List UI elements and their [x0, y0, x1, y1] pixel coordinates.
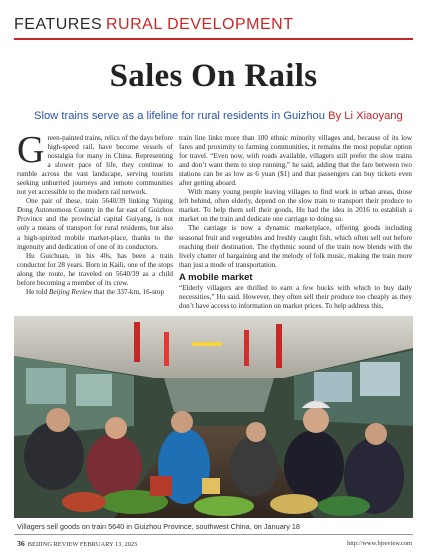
train-market-photo — [14, 316, 413, 518]
paragraph-4: He told Beijing Review that the 337-km, 16-stop — [26, 287, 165, 296]
paragraph-2: One pair of these, train 5640/39 linking Yuping Dong Autonomous County in the far east of Guizhou Province and the provincial capital Guiyang, is not only a means of transport for rural residents, but also a high-spirited mobile market-place, thanks to the ingenuity and dedication of one of its conductors. — [17, 197, 173, 251]
article-column-right — [179, 134, 412, 311]
paragraph-3: Hu Guichuan, in his 40s, has been a train conductor for 28 years. Born in Kaili, one of the stops along the route, he traveled on 5640/39 as a child before becoming a member of its crew. — [17, 251, 173, 287]
article-title: Sales On Rails — [109, 58, 318, 94]
section-label: RURAL DEVELOPMENT — [106, 16, 294, 33]
article-subtitle: Slow trains serve as a lifeline for rural residents in Guizhou — [34, 110, 326, 122]
section-subhead: A mobile market — [179, 271, 253, 283]
photo-caption: Villagers sell goods on train 5640 in Guizhou Province, southwest China, on January 18 — [17, 522, 300, 531]
article-column-left — [17, 129, 173, 297]
paragraph-6: With many young people leaving villages to find work in urban areas, those left behind, often elderly, depend on the slow train to transport their produce to market. To help them sell their goods, Hu had the idea in 2016 to establish a market on the train and dedicate one carriage to doing so. — [179, 188, 412, 224]
paragraph-5: train line links more than 100 ethnic minority villages and, because of its low fares and proximity to farming communities, it remains the most popular option for travel. “Even now, with roads available, villagers still prefer the slow trains and don’t want them to stop running,” he said, adding that the fare between two stations can be as low as 6 yuan ($1) and that passengers can buy tickets even after getting aboard. — [179, 134, 412, 188]
features-label: FEATURES — [14, 16, 103, 33]
paragraph-8: “Elderly villagers are thrilled to earn a few bucks with which to buy daily necessities,” Hu said. However, they often sell their produce too cheaply as they don’t have access to information on market prices. To help address this, — [179, 283, 412, 310]
byline: By Li Xiaoyang — [328, 110, 403, 122]
page-number: 36 — [17, 539, 25, 548]
publication-line: BEIJING REVIEW FEBRUARY 13, 2025 — [27, 541, 138, 548]
paragraph-1: Green-painted trains, relics of the days before high-speed rail, have become vessels of nostalgia for many in China. Representing a slower pace of life, they continue to rumble across the vast landscape, serving tourists seeking unhurried journeys and remote communities not yet accessible to the modern rail network. — [17, 129, 173, 197]
footer-left — [17, 539, 137, 548]
header-rule — [14, 38, 413, 40]
footer-rule — [14, 534, 413, 535]
drop-cap: G — [17, 129, 45, 171]
footer-url[interactable]: http://www.bjreview.com — [347, 540, 412, 547]
paragraph-7: The carriage is now a dynamic marketplace, offering goods including seasonal fruit and vegetables and freshly caught fish, which often sell out before reaching their destination. The rhythmic sound of the train now blends with the lively chatter of bargaining and the melody of folk music, making the train more than just a mode of transportation. — [179, 224, 412, 269]
section-header — [14, 14, 413, 42]
article-subtitle-line — [34, 110, 404, 122]
